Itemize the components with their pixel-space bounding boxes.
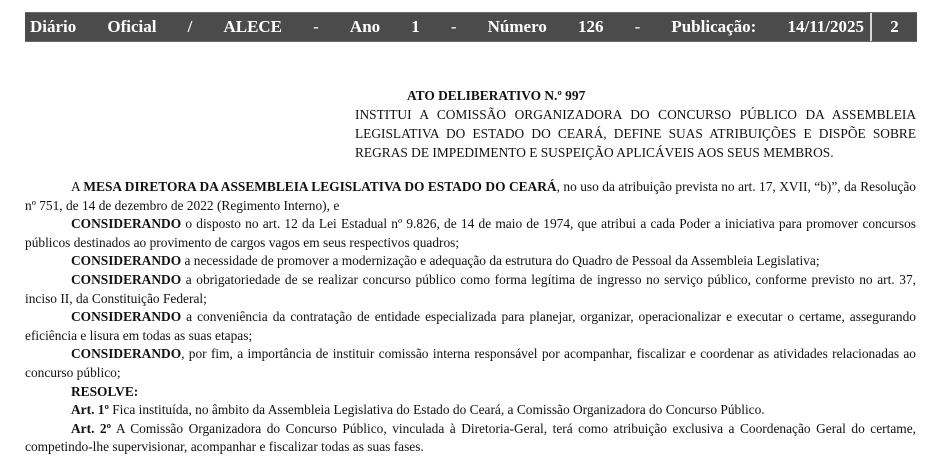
article-1: [25, 401, 916, 420]
header-word-oficial: Oficial: [107, 17, 157, 36]
paragraph-text: a obrigatoriedade de se realizar concurso público como forma legítima de ingresso no serviço público, conforme previsto no art. 37, inciso II, da Constituição Federal;: [25, 271, 916, 306]
header-word-ano: Ano: [349, 17, 381, 36]
considerando-paragraph: [25, 345, 916, 382]
act-summary: [355, 105, 916, 162]
article-text: Fica instituída, no âmbito da Assembleia Legislativa do Estado do Ceará, a Comissão Organizadora do Concurso Público.: [108, 402, 765, 418]
paragraph-bold: CONSIDERANDO: [71, 253, 182, 269]
header-word-publicacao: Publicação:: [671, 17, 757, 36]
header-dash: -: [634, 17, 641, 36]
paragraph-bold: CONSIDERANDO: [71, 216, 182, 232]
paragraph-lead: A: [71, 179, 84, 194]
considerando-paragraph: [25, 252, 916, 271]
header-dash: -: [313, 17, 319, 36]
paragraph-text: o disposto no art. 12 da Lei Estadual nº 9.826, de 14 de maio de 1974, que atribui a cada Poder a iniciativa para promover concursos públicos destinados ao provimento de cargos vagos em seus respectivos quadros;: [25, 216, 916, 250]
considerando-paragraph: [25, 308, 916, 345]
considerando-paragraph: [25, 215, 916, 252]
gazette-header-bar: [25, 12, 917, 42]
preamble-paragraph: [25, 178, 916, 215]
header-dash: -: [450, 17, 457, 36]
paragraph-bold: RESOLVE:: [71, 383, 139, 399]
paragraph-text: a necessidade de promover a modernização e adequação da estrutura do Quadro de Pessoal da Assembleia Legislativa;: [181, 253, 820, 269]
act-title: ATO DELIBERATIVO N.º 997: [407, 88, 586, 103]
page-number: 2: [870, 13, 917, 41]
paragraph-text: a conveniência da contratação de entidade especializada para planejar, organizar, operacionalizar e executar o certame, assegurando eficiência e lisura em todas as suas etapas;: [25, 309, 916, 343]
header-year-number: 1: [411, 17, 420, 36]
header-word-diario: Diário: [30, 17, 77, 36]
considerando-paragraph: [25, 271, 916, 308]
paragraph-text: , no uso da atribuição prevista no art. 17, XVII, “b)”, da Resolução nº 751, de 14 de dezembro de 2022 (Regimento Interno), e: [25, 179, 916, 213]
paragraph-bold: CONSIDERANDO: [71, 309, 182, 325]
header-word-alece: ALECE: [223, 17, 283, 36]
header-slash: /: [187, 17, 193, 36]
act-summary-line: REGRAS DE IMPEDIMENTO E SUSPEIÇÃO APLICÁVEIS AOS SEUS MEMBROS.: [355, 145, 834, 160]
header-issue-number: 126: [577, 17, 604, 36]
article-2: [25, 420, 916, 457]
paragraph-text: , por fim, a importância de instituir comissão interna responsável por acompanhar, fiscalizar e coordenar as atividades relacionadas ao concurso público;: [25, 346, 916, 380]
header-publication-date: 14/11/2025: [787, 17, 864, 36]
act-summary-line: LEGISLATIVA DO ESTADO DO CEARÁ, DEFINE SUAS ATRIBUIÇÕES E DISPÕE SOBRE: [355, 126, 916, 141]
gazette-header-title: [25, 13, 870, 41]
article-text: A Comissão Organizadora do Concurso Público, vinculada à Diretoria-Geral, terá como atribuição exclusiva a Coordenação Geral do certame, competindo-lhe supervisionar, acompanhar e fiscalizar todas as suas fases.: [25, 420, 916, 455]
header-word-numero: Número: [487, 17, 547, 36]
paragraph-bold: MESA DIRETORA DA ASSEMBLEIA LEGISLATIVA DO ESTADO DO CEARÁ: [83, 179, 557, 194]
act-summary-line: INSTITUI A COMISSÃO ORGANIZADORA DO CONCURSO PÚBLICO DA ASSEMBLEIA: [355, 107, 916, 122]
resolve-heading: [25, 383, 916, 402]
paragraph-bold: CONSIDERANDO: [71, 271, 182, 287]
article-label: Art. 2º: [71, 420, 112, 436]
paragraph-bold: CONSIDERANDO: [71, 346, 182, 362]
act-body: [25, 178, 916, 457]
article-label: Art. 1º: [71, 402, 109, 418]
